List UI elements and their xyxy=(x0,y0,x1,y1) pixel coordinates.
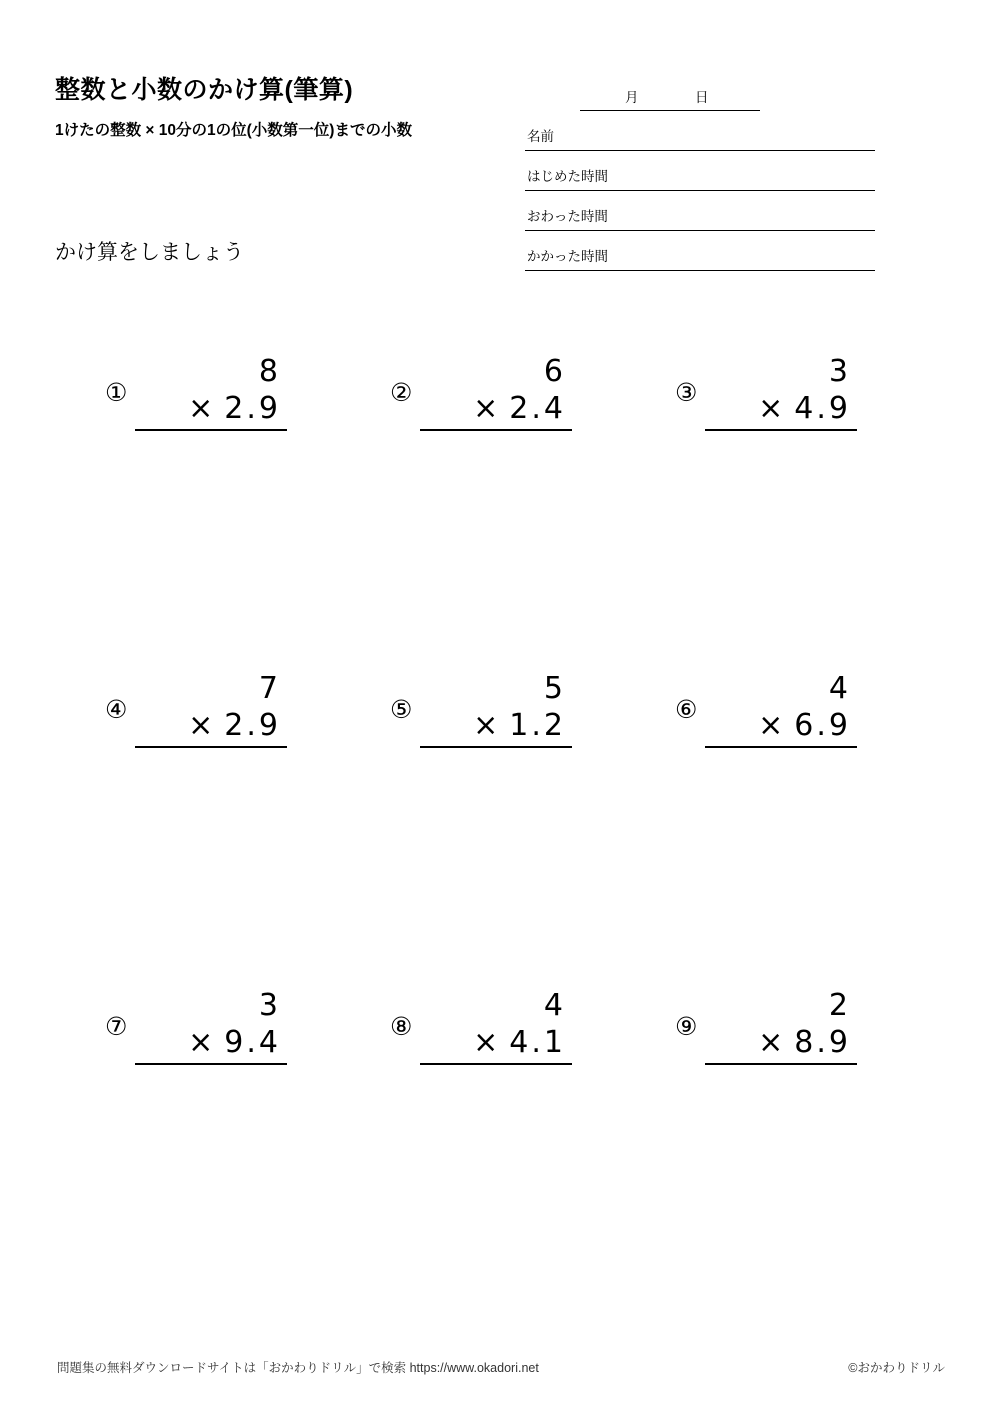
end-time-field[interactable] xyxy=(525,191,875,231)
page-subtitle: 1けたの整数 × 10分の1の位(小数第一位)までの小数 xyxy=(55,122,412,139)
problem-marker: ⑤ xyxy=(390,696,413,724)
multiplier-line xyxy=(135,1024,287,1066)
multiply-sign: × xyxy=(188,707,217,743)
day-label: 日 xyxy=(695,90,709,105)
month-label: 月 xyxy=(625,90,639,105)
problem-item xyxy=(675,989,905,1109)
problem-item xyxy=(390,355,620,475)
name-field[interactable] xyxy=(525,111,875,151)
elapsed-time-field[interactable] xyxy=(525,231,875,271)
date-field[interactable] xyxy=(580,72,760,111)
vertical-calculation xyxy=(705,672,857,748)
problem-item xyxy=(390,672,620,792)
page-title: 整数と小数のかけ算(筆算) xyxy=(55,76,354,104)
footer-copyright: ©おかわりドリル xyxy=(848,1361,945,1375)
start-time-field[interactable] xyxy=(525,151,875,191)
problem-item xyxy=(675,355,905,475)
problem-marker: ⑨ xyxy=(675,1013,698,1041)
problem-marker: ① xyxy=(105,379,128,407)
vertical-calculation xyxy=(135,355,287,431)
problem-item xyxy=(390,989,620,1109)
problem-marker: ⑥ xyxy=(675,696,698,724)
multiplier-line xyxy=(420,390,572,432)
problem-item xyxy=(675,672,905,792)
vertical-calculation xyxy=(135,989,287,1065)
multiplier-line xyxy=(135,707,287,749)
vertical-calculation xyxy=(420,989,572,1065)
multiplier: 2.9 xyxy=(224,707,281,743)
multiply-sign: × xyxy=(188,390,217,426)
instruction-text: かけ算をしましょう xyxy=(55,241,244,264)
multiply-sign: × xyxy=(473,390,502,426)
multiply-sign: × xyxy=(758,390,787,426)
multiplier-line xyxy=(420,1024,572,1066)
multiplicand: 6 xyxy=(543,354,566,389)
problem-item xyxy=(105,989,335,1109)
multiply-sign: × xyxy=(758,707,787,743)
multiplier-line xyxy=(420,707,572,749)
start-time-label: はじめた時間 xyxy=(527,169,608,184)
multiplicand: 8 xyxy=(258,354,281,389)
problem-item xyxy=(105,672,335,792)
vertical-calculation xyxy=(420,672,572,748)
multiplicand: 3 xyxy=(258,988,281,1023)
multiplier: 4.9 xyxy=(794,390,851,426)
multiply-sign: × xyxy=(473,707,502,743)
multiplier: 9.4 xyxy=(224,1024,281,1060)
multiplier: 2.4 xyxy=(509,390,566,426)
problem-row xyxy=(0,355,1000,672)
name-label: 名前 xyxy=(527,129,554,144)
student-info-box xyxy=(525,72,945,271)
elapsed-time-label: かかった時間 xyxy=(527,249,608,264)
vertical-calculation xyxy=(705,989,857,1065)
multiplier: 4.1 xyxy=(509,1024,566,1060)
multiplier-line xyxy=(705,390,857,432)
multiplicand: 2 xyxy=(828,988,851,1023)
problem-marker: ③ xyxy=(675,379,698,407)
multiply-sign: × xyxy=(473,1024,502,1060)
multiplicand: 4 xyxy=(828,671,851,706)
problem-marker: ⑧ xyxy=(390,1013,413,1041)
vertical-calculation xyxy=(705,355,857,431)
multiplier: 1.2 xyxy=(509,707,566,743)
vertical-calculation xyxy=(420,355,572,431)
multiplier-line xyxy=(705,1024,857,1066)
footer-site-text: 問題集の無料ダウンロードサイトは「おかわりドリル」で検索 https://www.okadori.net xyxy=(57,1361,539,1375)
vertical-calculation xyxy=(135,672,287,748)
multiplicand: 7 xyxy=(258,671,281,706)
multiplier: 2.9 xyxy=(224,390,281,426)
multiplier: 8.9 xyxy=(794,1024,851,1060)
end-time-label: おわった時間 xyxy=(527,209,608,224)
multiplicand: 4 xyxy=(543,988,566,1023)
problem-row xyxy=(0,989,1000,1306)
problem-row xyxy=(0,672,1000,989)
page-footer xyxy=(0,1358,1000,1388)
problem-marker: ④ xyxy=(105,696,128,724)
problem-marker: ⑦ xyxy=(105,1013,128,1041)
multiply-sign: × xyxy=(188,1024,217,1060)
multiplier-line xyxy=(705,707,857,749)
problem-marker: ② xyxy=(390,379,413,407)
problem-grid xyxy=(0,355,1000,1306)
multiplier: 6.9 xyxy=(794,707,851,743)
problem-item xyxy=(105,355,335,475)
multiplicand: 5 xyxy=(543,671,566,706)
multiply-sign: × xyxy=(758,1024,787,1060)
multiplicand: 3 xyxy=(828,354,851,389)
page-header xyxy=(55,62,945,282)
multiplier-line xyxy=(135,390,287,432)
